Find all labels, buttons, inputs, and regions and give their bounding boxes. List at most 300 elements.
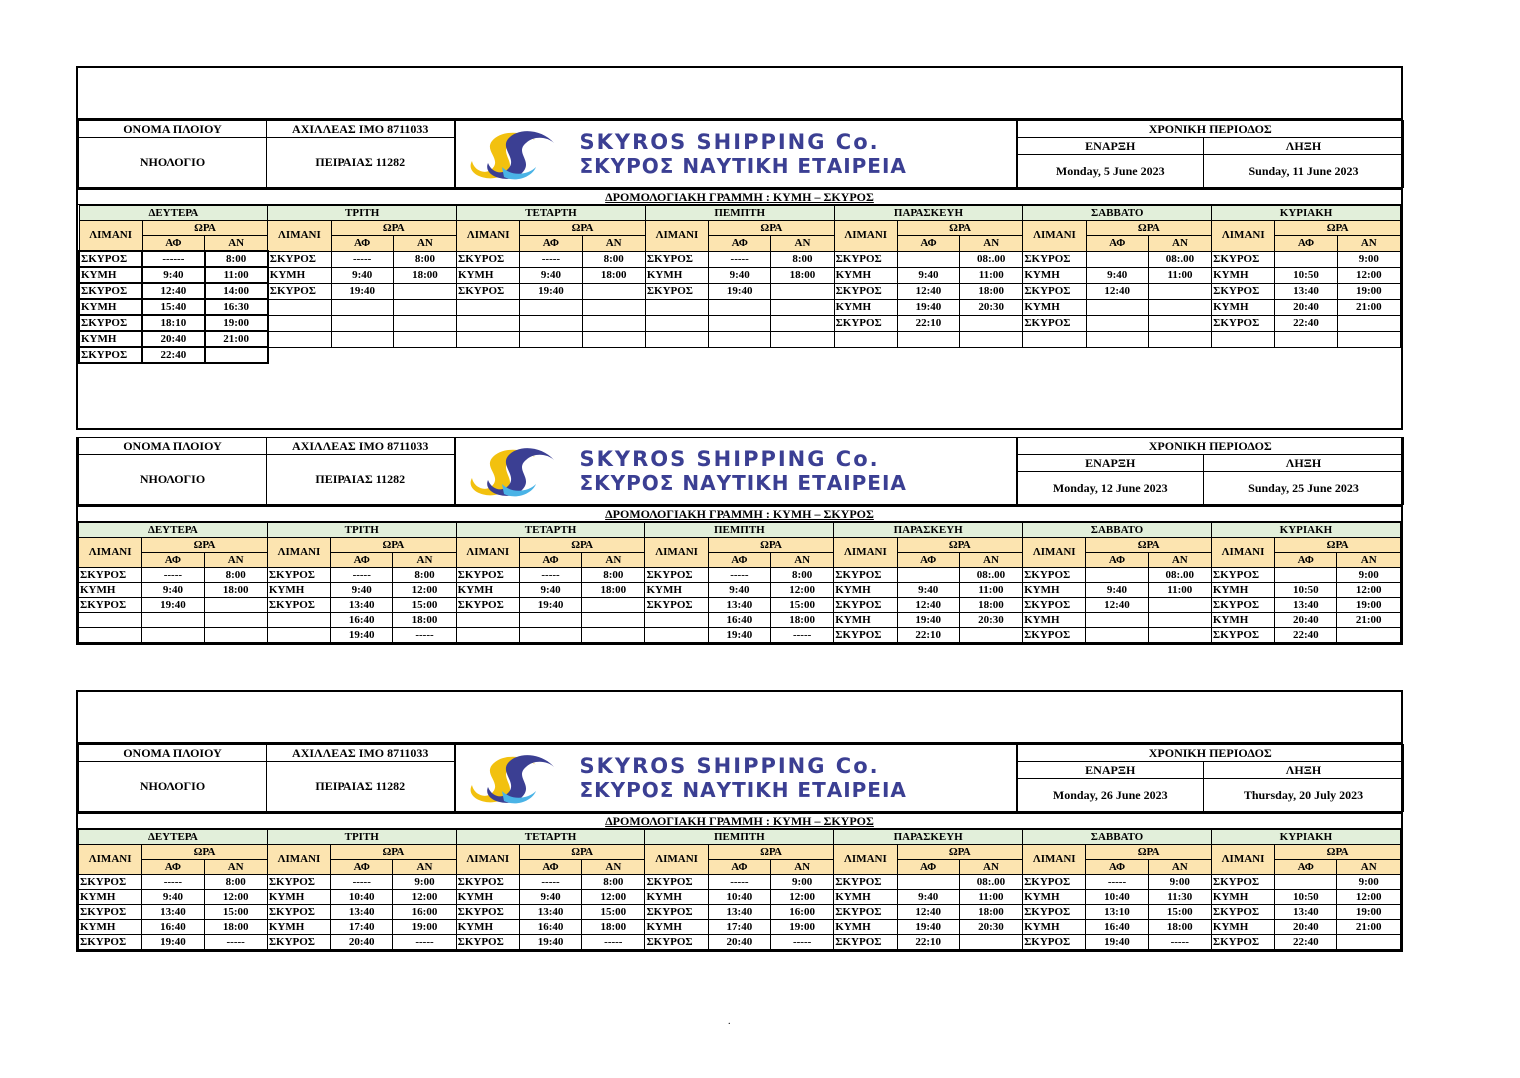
dep-header: ΑΦ [142,236,204,252]
arrival-cell: 18:00 [1148,920,1211,935]
title-bar [78,692,1401,744]
header [78,437,1401,505]
port-cell [645,315,708,331]
time-header: ΩΡΑ [1086,845,1212,860]
departure-cell: 19:40 [142,935,204,950]
port-cell: ΣΚΥΡΟΣ [1023,628,1086,643]
arrival-cell [582,299,645,315]
arrival-cell [1148,331,1211,347]
end-date: Thursday, 20 July 2023 [1204,779,1404,812]
schedule-block-1 [76,66,1403,430]
time-header: ΩΡΑ [331,538,457,553]
arrival-cell: 12:00 [771,583,834,598]
time-header: ΩΡΑ [708,538,834,553]
arrival-cell [582,628,645,643]
departure-cell: 16:40 [708,613,770,628]
port-cell [457,315,520,331]
departure-cell: 17:40 [708,920,770,935]
port-cell: ΣΚΥΡΟΣ [834,628,897,643]
port-cell: ΣΚΥΡΟΣ [645,875,708,890]
day-header: ΚΥΡΙΑΚΗ [1211,830,1400,845]
arrival-cell: 08:.00 [1148,251,1211,267]
arrival-cell: 8:00 [204,568,267,583]
departure-cell: 12:40 [1086,283,1148,299]
time-header: ΩΡΑ [142,845,268,860]
port-cell: ΚΥΜΗ [456,583,519,598]
arrival-cell [582,331,645,347]
ship-name: ΑΧΙΛΛΕΑΣ ΙΜΟ 8711033 [267,438,455,455]
arrival-cell: 9:00 [1337,568,1401,583]
departure-cell [897,251,959,267]
departure-cell [1086,613,1148,628]
port-cell: ΣΚΥΡΟΣ [834,283,897,299]
arrival-cell: 20:30 [960,299,1023,315]
port-cell: ΣΚΥΡΟΣ [79,875,142,890]
departure-cell: 13:40 [142,905,204,920]
arrival-cell: 12:00 [771,890,834,905]
logo [455,438,1017,505]
port-cell: ΣΚΥΡΟΣ [1211,568,1274,583]
departure-cell: 12:40 [1086,598,1148,613]
arr-header: ΑΝ [204,860,267,875]
arrival-cell: 12:00 [393,583,456,598]
port-cell [645,331,708,347]
time-header: ΩΡΑ [331,221,457,236]
departure-cell: ----- [331,875,393,890]
arr-header: ΑΝ [582,553,645,568]
departure-cell: 10:40 [331,890,393,905]
departure-cell: 22:40 [1275,628,1337,643]
departure-cell: ----- [520,251,582,267]
departure-cell: 9:40 [708,583,770,598]
dep-header: ΑΦ [142,860,204,875]
arrival-cell: 21:00 [1337,299,1400,315]
port-cell: ΣΚΥΡΟΣ [267,568,330,583]
port-cell: ΚΥΜΗ [645,583,708,598]
arrival-cell [204,613,267,628]
port-cell: ΚΥΜΗ [79,920,142,935]
table-row [79,347,1401,363]
end-label: ΛΗΞΗ [1204,762,1404,779]
departure-cell [709,331,771,347]
time-header: ΩΡΑ [520,221,646,236]
departure-cell: ----- [519,568,581,583]
footer-mark: . [728,1016,731,1027]
port-cell: ΚΥΜΗ [267,890,330,905]
arrival-cell: 8:00 [393,251,456,267]
port-cell: ΣΚΥΡΟΣ [1023,598,1086,613]
port-cell: ΚΥΜΗ [645,920,708,935]
arr-header: ΑΝ [959,860,1022,875]
port-cell: ΣΚΥΡΟΣ [1211,598,1274,613]
departure-cell [897,568,959,583]
port-cell [645,628,708,643]
port-cell: ΣΚΥΡΟΣ [267,905,330,920]
port-cell: ΣΚΥΡΟΣ [645,935,708,950]
dep-header: ΑΦ [1275,236,1337,252]
departure-cell [1086,299,1148,315]
port-cell: ΣΚΥΡΟΣ [456,875,519,890]
departure-cell: 16:40 [331,613,393,628]
port-cell [1212,331,1275,347]
registry: ΠΕΙΡΑΙΑΣ 11282 [267,138,455,188]
table-row [79,890,1401,905]
logo-mark-icon [462,747,558,809]
table-row [79,583,1401,598]
departure-cell [1275,568,1337,583]
registry-label: ΝΗΟΛΟΓΙΟ [79,455,267,505]
arrival-cell: 19:00 [1337,598,1401,613]
port-cell: ΚΥΜΗ [1023,920,1086,935]
arrival-cell: 11:00 [1148,267,1211,283]
port-header: ΛΙΜΑΝΙ [645,845,708,875]
port-cell: ΣΚΥΡΟΣ [268,283,331,299]
arrival-cell [393,283,456,299]
port-cell: ΚΥΜΗ [79,890,142,905]
arrival-cell: 16:00 [771,905,834,920]
departure-cell [331,331,393,347]
arrival-cell: 08:.00 [959,875,1022,890]
arrival-cell: 18:00 [204,920,267,935]
dep-header: ΑΦ [1275,553,1337,568]
departure-cell [520,331,582,347]
arrival-cell [582,613,645,628]
arrival-cell: ----- [582,935,645,950]
arrival-cell: ----- [393,935,456,950]
arrival-cell: 8:00 [204,875,267,890]
departure-cell [520,299,582,315]
arrival-cell: 18:00 [204,583,267,598]
registry: ΠΕΙΡΑΙΑΣ 11282 [267,762,455,812]
departure-cell: 19:40 [897,613,959,628]
arrival-cell: 11:30 [1148,890,1211,905]
arr-header: ΑΝ [393,553,456,568]
departure-cell: 22:40 [1275,935,1337,950]
port-cell [267,628,330,643]
arrival-cell: 20:30 [959,920,1022,935]
arrival-cell: 11:00 [959,890,1022,905]
departure-cell: 18:10 [142,315,204,331]
arrival-cell: 8:00 [393,568,456,583]
port-cell [834,331,897,347]
port-header: ΛΙΜΑΝΙ [79,845,142,875]
route-line: ΔΡΟΜΟΛΟΓΙΑΚΗ ΓΡΑΜΜΗ : ΚΥΜΗ – ΣΚΥΡΟΣ [78,812,1401,829]
arrival-cell: 18:00 [582,267,645,283]
departure-cell: 19:40 [709,283,771,299]
departure-cell: 16:40 [1086,920,1148,935]
arrival-cell [771,283,834,299]
time-header: ΩΡΑ [1086,221,1212,236]
departure-cell: 9:40 [897,267,959,283]
start-label: ΕΝΑΡΞΗ [1017,138,1204,155]
port-header: ΛΙΜΑΝΙ [1023,221,1086,252]
arr-header: ΑΝ [393,236,456,252]
table-row [79,628,1401,643]
port-cell [79,628,142,643]
arrival-cell [393,331,456,347]
arrival-cell [582,315,645,331]
period-label: ΧΡΟΝΙΚΗ ΠΕΡΙΟΔΟΣ [1017,745,1404,762]
arrival-cell [771,331,834,347]
logo-line-1: SKYROS SHIPPING Co. [579,447,880,472]
arrival-cell [1148,283,1211,299]
port-cell: ΣΚΥΡΟΣ [1212,251,1275,267]
dep-header: ΑΦ [519,860,581,875]
port-cell: ΣΚΥΡΟΣ [79,905,142,920]
port-cell: ΚΥΜΗ [1023,583,1086,598]
arrival-cell: 16:30 [205,299,268,315]
departure-cell: 9:40 [142,267,204,283]
arrival-cell: 15:00 [582,905,645,920]
departure-cell [331,299,393,315]
arrival-cell: 9:00 [1337,251,1400,267]
departure-cell [1275,875,1337,890]
table-row [79,875,1401,890]
start-date: Monday, 12 June 2023 [1017,472,1204,505]
departure-cell: 12:40 [142,283,204,299]
dep-header: ΑΦ [709,236,771,252]
table-row [79,267,1401,283]
arr-header: ΑΝ [1337,236,1400,252]
header [78,120,1401,188]
departure-cell: 10:40 [708,890,770,905]
logo-line-2: ΣΚΥΡΟΣ ΝΑΥΤΙΚΗ ΕΤΑΙΡΕΙΑ [579,470,907,495]
start-label: ΕΝΑΡΞΗ [1017,455,1204,472]
ship-name-label: ΟΝΟΜΑ ΠΛΟΙΟΥ [79,745,267,762]
port-cell: ΣΚΥΡΟΣ [79,347,142,363]
arr-header: ΑΝ [582,860,645,875]
dep-header: ΑΦ [1086,860,1148,875]
port-header: ΛΙΜΑΝΙ [268,221,331,252]
logo-line-1: SKYROS SHIPPING Co. [579,754,880,779]
time-header: ΩΡΑ [142,221,268,236]
port-cell: ΚΥΜΗ [79,583,142,598]
arrival-cell: 11:00 [205,267,268,283]
time-header: ΩΡΑ [1086,538,1212,553]
port-cell [268,299,331,315]
arrival-cell [1148,628,1211,643]
departure-cell: 19:40 [897,299,959,315]
arrival-cell [771,315,834,331]
table-row [79,613,1401,628]
departure-cell: 20:40 [1275,299,1337,315]
port-header: ΛΙΜΑΝΙ [267,845,330,875]
table-row [79,251,1401,267]
title-bar [78,68,1401,120]
departure-cell [1086,331,1148,347]
departure-cell: 22:10 [897,935,959,950]
port-cell: ΣΚΥΡΟΣ [645,598,708,613]
departure-cell: 9:40 [331,267,393,283]
arrival-cell: 12:00 [1337,267,1400,283]
arrival-cell: 18:00 [771,267,834,283]
schedule-table [78,522,1401,643]
port-cell [268,315,331,331]
departure-cell: 12:40 [897,283,959,299]
day-header: ΔΕΥΤΕΡΑ [79,523,268,538]
port-cell: ΣΚΥΡΟΣ [268,251,331,267]
arrival-cell: 8:00 [205,251,268,267]
arr-header: ΑΝ [393,860,456,875]
departure-cell [709,299,771,315]
arrival-cell [393,299,456,315]
arrival-cell: 18:00 [393,267,456,283]
departure-cell: 19:40 [519,935,581,950]
departure-cell: 17:40 [331,920,393,935]
ship-name: ΑΧΙΛΛΕΑΣ ΙΜΟ 8711033 [267,745,455,762]
route-line: ΔΡΟΜΟΛΟΓΙΑΚΗ ΓΡΑΜΜΗ : ΚΥΜΗ – ΣΚΥΡΟΣ [78,505,1401,522]
port-cell [457,299,520,315]
table-row [79,598,1401,613]
arrival-cell [1148,299,1211,315]
port-cell: ΣΚΥΡΟΣ [1211,875,1274,890]
arr-header: ΑΝ [1148,553,1211,568]
table-row [79,315,1401,331]
departure-cell: 9:40 [142,583,204,598]
departure-cell [1086,315,1148,331]
arr-header: ΑΝ [1148,860,1211,875]
departure-cell: 9:40 [709,267,771,283]
departure-cell: 10:50 [1275,267,1337,283]
arrival-cell [582,283,645,299]
arrival-cell: 16:00 [393,905,456,920]
port-cell: ΣΚΥΡΟΣ [645,905,708,920]
logo-mark-icon [462,440,558,502]
arrival-cell: 18:00 [393,613,456,628]
port-cell: ΣΚΥΡΟΣ [456,598,519,613]
arrival-cell [393,315,456,331]
day-header: ΠΕΜΠΤΗ [645,523,834,538]
arr-header: ΑΝ [1337,553,1401,568]
arr-header: ΑΝ [582,236,645,252]
port-cell: ΚΥΜΗ [834,890,897,905]
day-header: ΤΕΤΑΡΤΗ [457,206,646,221]
arrival-cell: 19:00 [1337,905,1401,920]
dep-header: ΑΦ [708,553,770,568]
arr-header: ΑΝ [771,860,834,875]
time-header: ΩΡΑ [1275,538,1401,553]
day-header: ΠΑΡΑΣΚΕΥΗ [834,830,1023,845]
departure-cell [142,628,204,643]
departure-cell: 13:40 [1275,283,1337,299]
arrival-cell: 19:00 [771,920,834,935]
port-cell [1023,331,1086,347]
port-cell: ΣΚΥΡΟΣ [79,283,142,299]
day-header: ΠΕΜΠΤΗ [645,206,834,221]
port-header: ΛΙΜΑΝΙ [457,221,520,252]
registry-label: ΝΗΟΛΟΓΙΟ [79,138,267,188]
port-header: ΛΙΜΑΝΙ [79,221,142,252]
port-cell: ΚΥΜΗ [834,299,897,315]
port-cell: ΚΥΜΗ [1023,267,1086,283]
port-cell: ΣΚΥΡΟΣ [834,598,897,613]
spacer [78,364,1401,428]
arr-header: ΑΝ [959,553,1022,568]
departure-cell: ----- [331,251,393,267]
departure-cell: 13:40 [331,905,393,920]
arrival-cell: 11:00 [959,583,1022,598]
port-cell: ΚΥΜΗ [834,613,897,628]
port-cell: ΣΚΥΡΟΣ [1023,935,1086,950]
time-header: ΩΡΑ [331,845,457,860]
departure-cell: 9:40 [897,583,959,598]
schedule-table [78,829,1401,950]
departure-cell: 13:40 [708,598,770,613]
dep-header: ΑΦ [520,236,582,252]
port-cell: ΣΚΥΡΟΣ [645,568,708,583]
departure-cell: 20:40 [708,935,770,950]
port-cell: ΣΚΥΡΟΣ [1023,568,1086,583]
end-label: ΛΗΞΗ [1204,138,1404,155]
day-header: ΔΕΥΤΕΡΑ [79,206,268,221]
arrival-cell: 15:00 [204,905,267,920]
port-cell: ΣΚΥΡΟΣ [79,568,142,583]
departure-cell: 12:40 [897,598,959,613]
port-cell: ΣΚΥΡΟΣ [834,315,897,331]
departure-cell: 13:40 [1275,905,1337,920]
arrival-cell: ----- [771,628,834,643]
port-cell: ΣΚΥΡΟΣ [645,283,708,299]
port-cell: ΣΚΥΡΟΣ [1023,875,1086,890]
departure-cell: 13:40 [708,905,770,920]
table-row [79,331,1401,347]
port-cell: ΚΥΜΗ [267,583,330,598]
port-cell: ΣΚΥΡΟΣ [1212,315,1275,331]
day-header: ΣΑΒΒΑΤΟ [1023,206,1212,221]
port-cell [268,331,331,347]
port-cell: ΣΚΥΡΟΣ [457,283,520,299]
arrival-cell: 08:.00 [960,251,1023,267]
time-header: ΩΡΑ [1275,845,1401,860]
time-header: ΩΡΑ [897,538,1023,553]
port-cell [456,628,519,643]
port-cell: ΣΚΥΡΟΣ [79,315,142,331]
departure-cell [897,331,959,347]
port-cell [267,613,330,628]
arr-header: ΑΝ [204,553,267,568]
arrival-cell: 15:00 [771,598,834,613]
departure-cell: 16:40 [142,920,204,935]
arrival-cell: 9:00 [1337,875,1401,890]
departure-cell: 20:40 [142,331,204,347]
port-cell: ΣΚΥΡΟΣ [1211,935,1274,950]
arrival-cell [1337,628,1401,643]
day-header: ΠΑΡΑΣΚΕΥΗ [834,206,1023,221]
departure-cell [520,315,582,331]
arrival-cell: 8:00 [771,568,834,583]
arrival-cell [959,935,1022,950]
end-label: ΛΗΞΗ [1204,455,1404,472]
time-header: ΩΡΑ [142,538,268,553]
arrival-cell [771,299,834,315]
port-cell: ΚΥΜΗ [267,920,330,935]
departure-cell: 19:40 [519,598,581,613]
departure-cell [1086,568,1148,583]
port-header: ΛΙΜΑΝΙ [1023,538,1086,568]
arrival-cell: 08:.00 [959,568,1022,583]
arrival-cell [959,628,1022,643]
start-date: Monday, 26 June 2023 [1017,779,1204,812]
arrival-cell: 8:00 [582,568,645,583]
dep-header: ΑΦ [1086,236,1148,252]
departure-cell: 10:50 [1275,583,1337,598]
departure-cell: 20:40 [331,935,393,950]
port-cell: ΚΥΜΗ [834,267,897,283]
arrival-cell: 8:00 [582,875,645,890]
arrival-cell: 21:00 [1337,613,1401,628]
port-header: ΛΙΜΑΝΙ [834,538,897,568]
port-cell: ΣΚΥΡΟΣ [1023,315,1086,331]
